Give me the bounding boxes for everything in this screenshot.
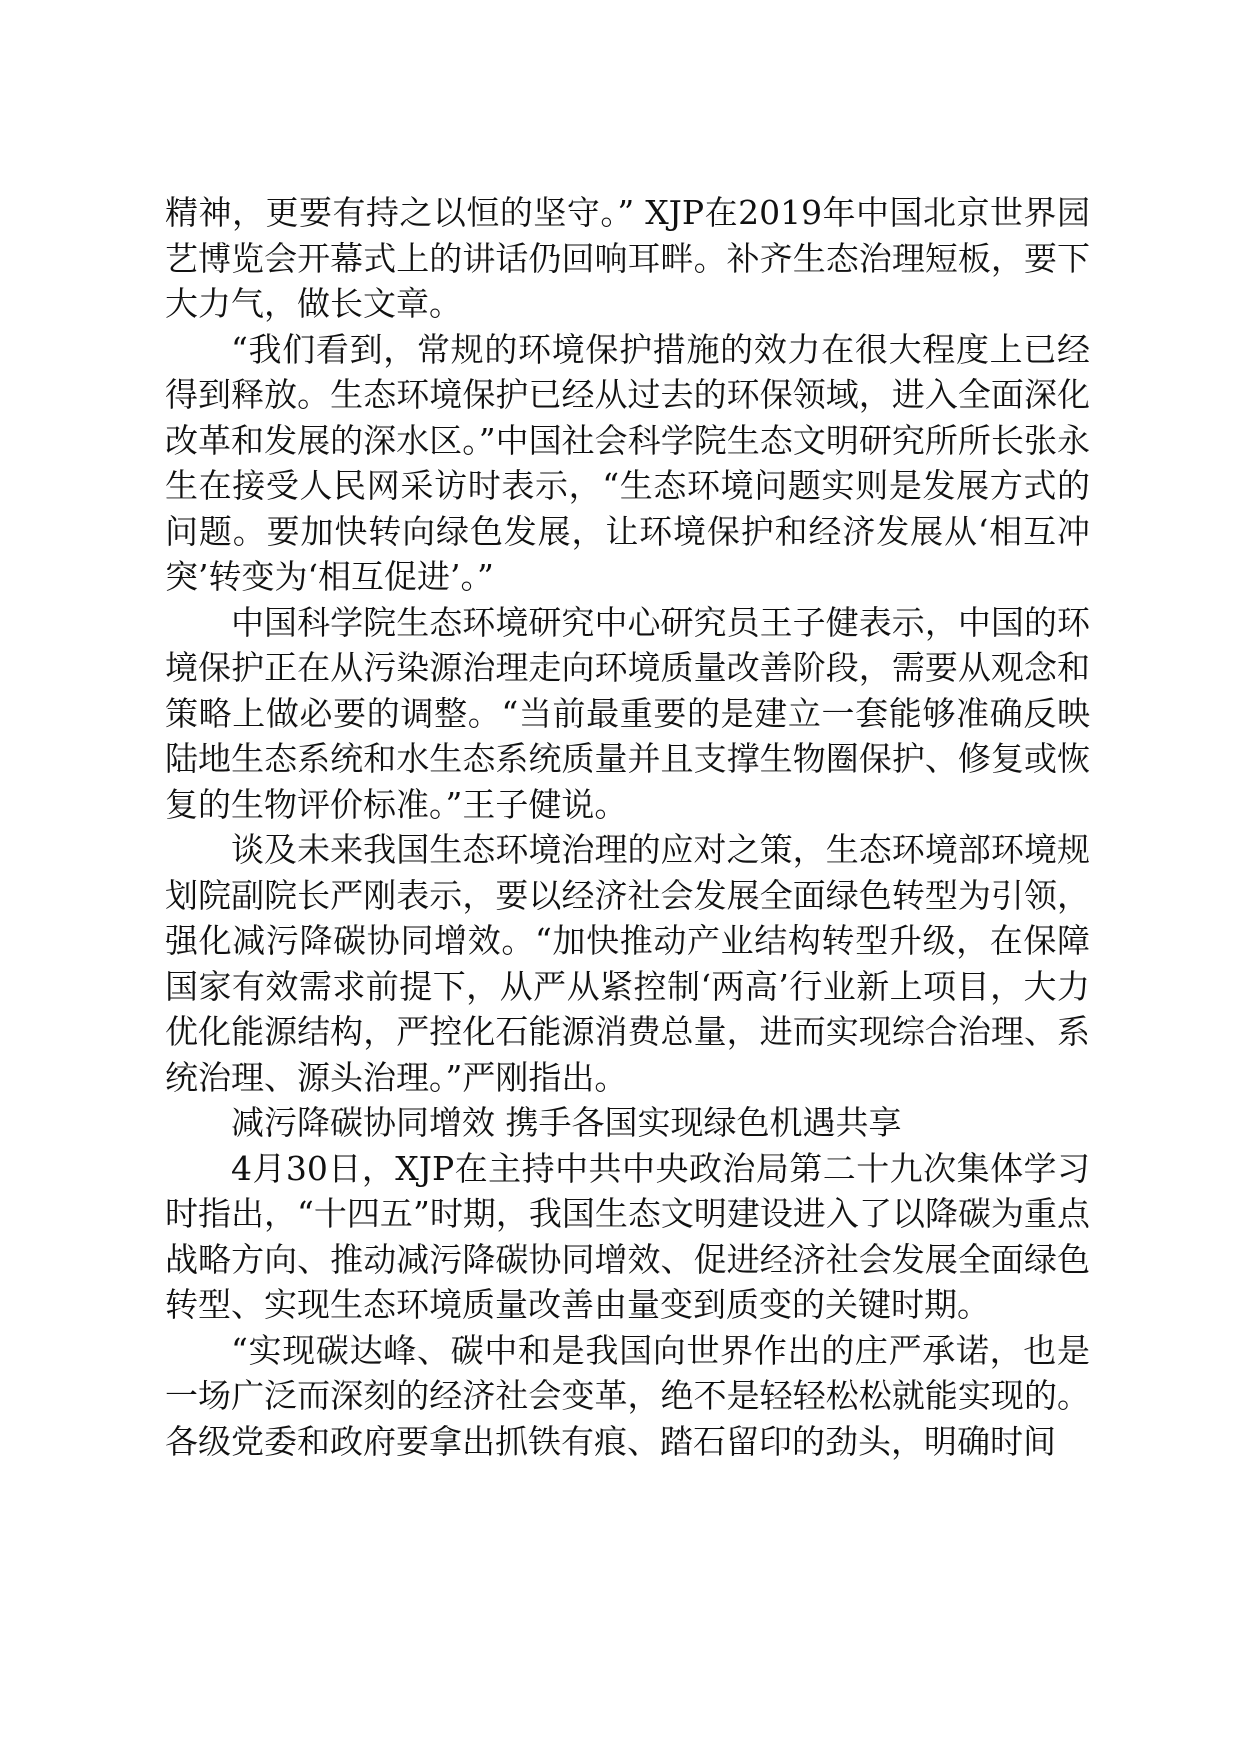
paragraph-wang-zijian: 中国科学院生态环境研究中心研究员王子健表示，中国的环境保护正在从污染源治理走向环境质量改善阶段，需要从观念和策略上做必要的调整。“当前最重要的是建立一套能够准确反映陆地生态系统和水生态系统质量并且支撑生物圈保护、修复或恢复的生物评价标准。”王子健说。 bbox=[165, 602, 1090, 824]
paragraph-continuation: 精神，更要有持之以恒的坚守。” XJP在2019年中国北京世界园艺博览会开幕式上的讲话仍回响耳畔。补齐生态治理短板，要下大力气，做长文章。 bbox=[165, 193, 1090, 323]
paragraph-yan-gang: 谈及未来我国生态环境治理的应对之策，生态环境部环境规划院副院长严刚表示，要以经济社会发展全面绿色转型为引领，强化减污降碳协同增效。“加快推动产业结构转型升级，在保障国家有效需求前提下，从严从紧控制‘两高’行业新上项目，大力优化能源结构，严控化石能源消费总量，进而实现综合治理、系统治理、源头治理。”严刚指出。 bbox=[165, 830, 1090, 1097]
paragraph-april-30: 4月30日，XJP在主持中共中央政治局第二十九次集体学习时指出，“十四五”时期，我国生态文明建设进入了以降碳为重点战略方向、推动减污降碳协同增效、促进经济社会发展全面绿色转型、实现生态环境质量改善由量变到质变的关键时期。 bbox=[165, 1148, 1090, 1324]
body-text bbox=[165, 190, 1090, 1464]
section-heading: 减污降碳协同增效 携手各国实现绿色机遇共享 bbox=[231, 1103, 902, 1142]
paragraph-carbon-peak-quote: “实现碳达峰、碳中和是我国向世界作出的庄严承诺，也是一场广泛而深刻的经济社会变革，绝不是轻轻松松就能实现的。各级党委和政府要拿出抓铁有痕、踏石留印的劲头，明确时间 bbox=[165, 1330, 1090, 1461]
paragraph-zhang-yongsheng-quote: “我们看到，常规的环境保护措施的效力在很大程度上已经得到释放。生态环境保护已经从过去的环保领域，进入全面深化改革和发展的深水区。”中国社会科学院生态文明研究所所长张永生在接受人民网采访时表示，“生态环境问题实则是发展方式的问题。要加快转向绿色发展，让环境保护和经济发展从‘相互冲突’转变为‘相互促进’。” bbox=[165, 329, 1090, 596]
